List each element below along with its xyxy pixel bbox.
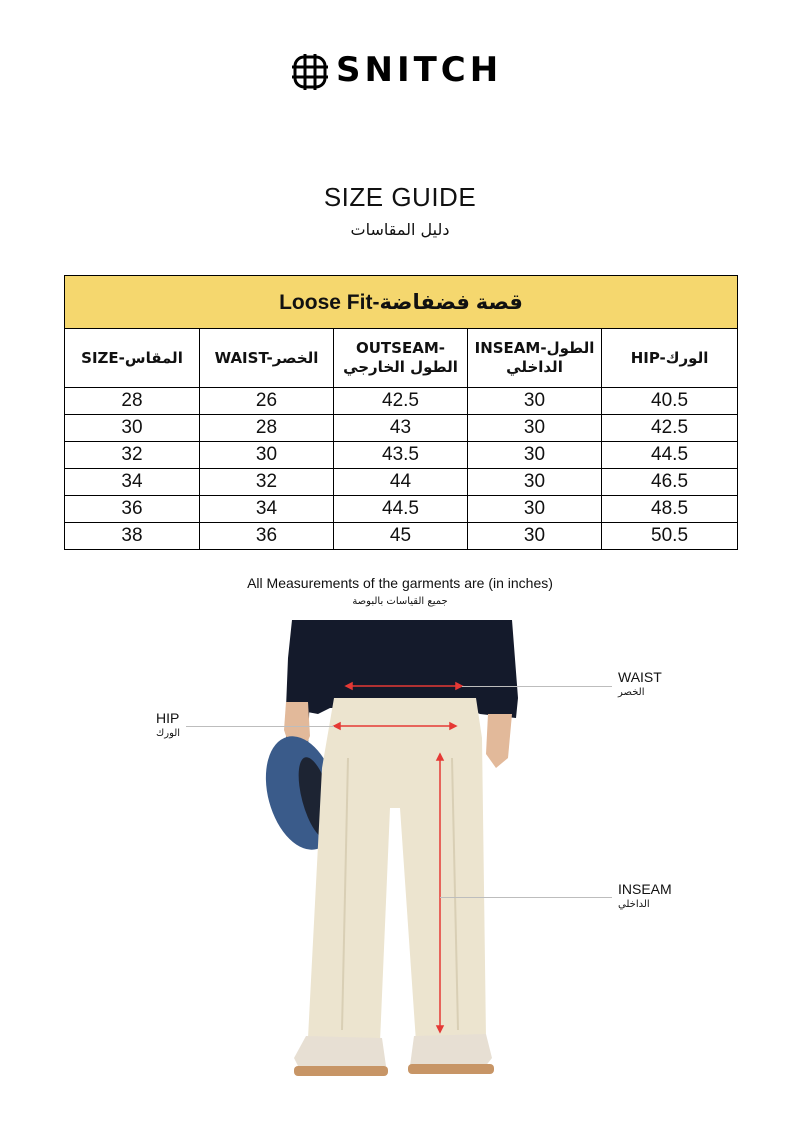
cell-inseam: 30: [468, 523, 602, 550]
table-row: [65, 523, 738, 550]
col-header-waist-ar: الخصر: [272, 348, 319, 367]
hip-callout-en: HIP: [156, 710, 180, 726]
cell-waist: 26: [200, 388, 334, 415]
table-row: [65, 469, 738, 496]
cell-hip: 46.5: [602, 469, 738, 496]
cell-size: 30: [65, 415, 200, 442]
column-header-row: [65, 329, 738, 388]
cell-inseam: 30: [468, 496, 602, 523]
brand-name: SNITCH: [336, 50, 503, 90]
cell-outseam: 44: [334, 469, 468, 496]
measurement-note: All Measurements of the garments are (in inches): [247, 575, 553, 591]
trousers-shape: [308, 698, 486, 1042]
fit-header-row: [65, 276, 738, 329]
col-header-hip-en: HIP-: [630, 348, 666, 367]
cell-waist: 34: [200, 496, 334, 523]
table-row: [65, 496, 738, 523]
cell-inseam: 30: [468, 469, 602, 496]
fit-label: Loose Fit-قصة فضفاضة: [65, 276, 738, 329]
cell-outseam: 45: [334, 523, 468, 550]
table-row: [65, 388, 738, 415]
left-shoe-sole: [294, 1066, 388, 1076]
inseam-leader-line: [440, 897, 612, 898]
cell-hip: 42.5: [602, 415, 738, 442]
cell-hip: 40.5: [602, 388, 738, 415]
cell-outseam: 44.5: [334, 496, 468, 523]
hash-grid-logo-icon: [292, 54, 328, 90]
table-row: [65, 415, 738, 442]
cell-outseam: 43.5: [334, 442, 468, 469]
cell-outseam: 43: [334, 415, 468, 442]
right-shoe-shape: [410, 1034, 492, 1068]
model-figure-illustration: [230, 618, 550, 1098]
cell-size: 34: [65, 469, 200, 496]
cell-size: 28: [65, 388, 200, 415]
size-table: [64, 275, 738, 550]
cell-size: 36: [65, 496, 200, 523]
col-header-hip: [602, 329, 738, 388]
table-row: [65, 442, 738, 469]
cell-hip: 44.5: [602, 442, 738, 469]
right-hand-shape: [486, 714, 512, 768]
waist-leader-line: [462, 686, 612, 687]
cell-inseam: 30: [468, 388, 602, 415]
cell-size: 38: [65, 523, 200, 550]
col-header-size-ar: المقاس: [124, 348, 183, 367]
page-title: SIZE GUIDE: [323, 182, 477, 212]
col-header-size-en: SIZE-: [81, 348, 125, 367]
waist-callout: [618, 669, 662, 701]
right-shoe-sole: [408, 1064, 494, 1074]
cell-waist: 36: [200, 523, 334, 550]
page-subtitle: دليل المقاسات: [350, 220, 450, 239]
cell-waist: 28: [200, 415, 334, 442]
hip-leader-line: [186, 726, 334, 727]
brand-header: [292, 52, 512, 92]
measurement-note-ar: جميع القياسات بالبوصة: [352, 596, 448, 607]
waist-callout-ar: الخصر: [618, 687, 645, 698]
left-shoe-shape: [294, 1036, 386, 1070]
cell-size: 32: [65, 442, 200, 469]
cell-outseam: 42.5: [334, 388, 468, 415]
inseam-callout-ar: الداخلي: [618, 899, 650, 910]
col-header-hip-ar: الورك: [665, 348, 709, 367]
col-header-inseam-ar: الطول الداخلي: [506, 339, 595, 376]
cell-hip: 50.5: [602, 523, 738, 550]
col-header-outseam-en: OUTSEAM-: [356, 339, 445, 357]
col-header-inseam: [468, 329, 602, 388]
col-header-inseam-en: INSEAM-: [474, 339, 547, 357]
cell-inseam: 30: [468, 442, 602, 469]
cell-inseam: 30: [468, 415, 602, 442]
col-header-waist-en: WAIST-: [214, 348, 273, 367]
cell-hip: 48.5: [602, 496, 738, 523]
col-header-outseam-ar: الطول الخارجي: [343, 358, 458, 376]
hip-callout: [156, 710, 180, 742]
inseam-callout: [618, 881, 672, 913]
cell-waist: 30: [200, 442, 334, 469]
col-header-outseam: [334, 329, 468, 388]
hip-callout-ar: الورك: [156, 728, 181, 739]
inseam-callout-en: INSEAM: [618, 881, 672, 897]
col-header-waist: [200, 329, 334, 388]
waist-callout-en: WAIST: [618, 669, 662, 685]
cell-waist: 32: [200, 469, 334, 496]
col-header-size: [65, 329, 200, 388]
